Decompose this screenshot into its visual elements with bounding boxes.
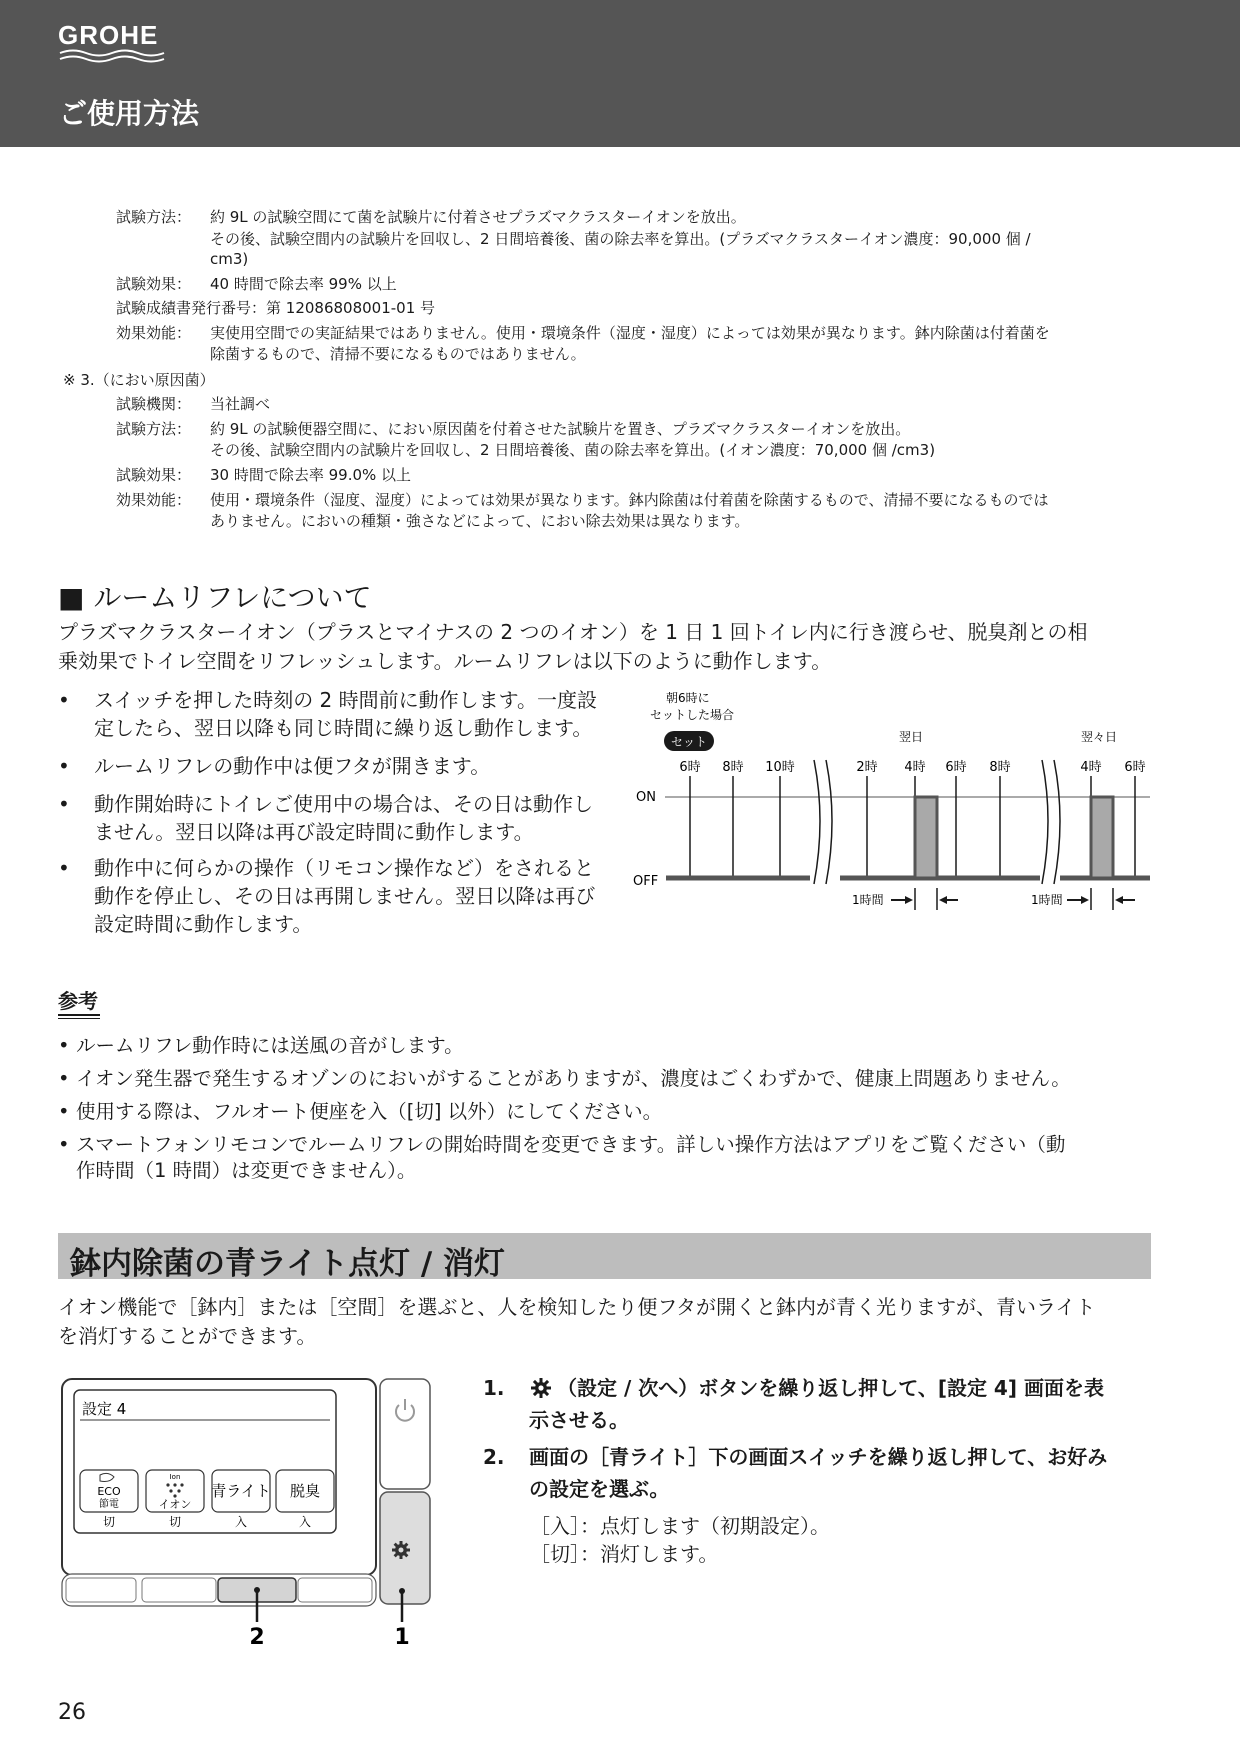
intro-line: 乗効果でトイレ空間をリフレッシュします。ルームリフレは以下のように動作します。 bbox=[58, 649, 832, 673]
bullet-mark: • bbox=[58, 1067, 70, 1090]
screen-title: 設定 4 bbox=[82, 1400, 127, 1418]
bullet-mark: • bbox=[58, 792, 70, 816]
remote-control-illustration bbox=[58, 1375, 438, 1645]
tick-label: 10時 bbox=[765, 760, 795, 775]
grohe-logo bbox=[58, 20, 168, 63]
line: 動作中に何らかの操作（リモコン操作など）をされると bbox=[94, 856, 594, 880]
reference-text: 作時間（1 時間）は変更できません）。 bbox=[76, 1159, 417, 1182]
intro-line: を消灯することができます。 bbox=[58, 1324, 317, 1348]
note-label: 試験効果： bbox=[116, 275, 192, 293]
line: スイッチを押した時刻の 2 時間前に動作します。一度設 bbox=[94, 688, 598, 712]
callout-1: 1 bbox=[394, 1625, 410, 1645]
bullet-mark: • bbox=[58, 1133, 70, 1156]
room-refresh-timing-diagram bbox=[630, 688, 1160, 926]
blue-light-intro bbox=[58, 1293, 1095, 1351]
duration-label: 1時間 bbox=[1031, 893, 1063, 907]
step-line: 画面の［青ライト］下の画面スイッチを繰り返し押して、お好み bbox=[529, 1445, 1108, 1469]
note-text: 30 時間で除去率 99.0% 以上 bbox=[210, 466, 412, 484]
reference-text: ルームリフレ動作時には送風の音がします。 bbox=[76, 1034, 464, 1057]
reference-text: スマートフォンリモコンでルームリフレの開始時間を変更できます。詳しい操作方法はアプリをご覧ください（動 bbox=[76, 1133, 1066, 1156]
tick-label: 4時 bbox=[1080, 760, 1102, 775]
note-text: その後、試験空間内の試験片を回収し、2 日間培養後、菌の除去率を算出。(プラズマクラスターイオン濃度：90,000 個 / bbox=[210, 230, 1031, 248]
brand-name: GROHE bbox=[58, 20, 159, 50]
on-pulse bbox=[915, 797, 937, 878]
line: 定したら、翌日以降も同じ時間に繰り返し動作します。 bbox=[94, 716, 593, 740]
ion-label: イオン bbox=[158, 1498, 192, 1511]
note-label: 試験効果： bbox=[116, 466, 192, 484]
option-off: ［切］：消灯します。 bbox=[530, 1542, 719, 1566]
set-note-line: セットした場合 bbox=[650, 708, 735, 722]
list-item-text bbox=[94, 790, 593, 846]
bullet-mark: • bbox=[58, 754, 70, 778]
note-text: ありません。においの種類・強さなどによって、におい除去効果は異なります。 bbox=[210, 512, 750, 530]
reference-underline bbox=[58, 1018, 100, 1019]
tick-label: 8時 bbox=[722, 760, 744, 775]
eco-sub-label: 節電 bbox=[99, 1499, 119, 1510]
day-after-label: 翌々日 bbox=[1080, 730, 1118, 744]
bullet-mark: • bbox=[58, 1100, 70, 1123]
step-line: 示させる。 bbox=[529, 1408, 629, 1432]
note-text: 約 9L の試験便器空間に、におい原因菌を付着させた試験片を置き、プラズマクラスターイオンを放出。 bbox=[210, 420, 911, 438]
gear-icon bbox=[392, 1541, 410, 1559]
line: ルームリフレの動作中は便フタが開きます。 bbox=[94, 754, 491, 778]
duration-marker bbox=[852, 888, 958, 910]
section-title: 鉢内除菌の青ライト点灯 / 消灯 bbox=[70, 1246, 505, 1282]
callout-2: 2 bbox=[249, 1625, 265, 1645]
tick-label: 6時 bbox=[945, 760, 967, 775]
gear-icon bbox=[529, 1376, 553, 1400]
blue-light-label: 青ライト bbox=[211, 1482, 271, 1500]
set-note-line: 朝6時に bbox=[666, 691, 710, 705]
screen-switch-4[interactable] bbox=[298, 1578, 372, 1602]
room-refresh-heading: ■ ルームリフレについて bbox=[58, 581, 372, 614]
tick-lines bbox=[690, 776, 1135, 878]
line: ません。翌日以降は再び設定時間に動作します。 bbox=[94, 820, 534, 844]
note-label: 効果効能： bbox=[116, 491, 192, 509]
tick-label: 6時 bbox=[1124, 760, 1146, 775]
tick-label: 8時 bbox=[989, 760, 1011, 775]
logo-waves-icon bbox=[58, 49, 168, 63]
reference-text: イオン発生器で発生するオゾンのにおいがすることがありますが、濃度はごくわずかで、健康上問題ありません。 bbox=[76, 1067, 1071, 1090]
line: 動作開始時にトイレご使用中の場合は、その日は動作し bbox=[94, 792, 593, 816]
reference-heading: 参考 bbox=[58, 989, 98, 1013]
note-text: 40 時間で除去率 99% 以上 bbox=[210, 275, 397, 293]
intro-line: プラズマクラスターイオン（プラスとマイナスの 2 つのイオン）を 1 日 1 回トイレ内に行き渡らせ、脱臭剤との相 bbox=[58, 620, 1088, 644]
bullet-mark: • bbox=[58, 688, 70, 712]
list-item-text bbox=[94, 854, 595, 938]
off-label: OFF bbox=[633, 874, 659, 889]
room-refresh-intro bbox=[58, 618, 1158, 676]
line: 動作を停止し、その日は再開しません。翌日以降は再び bbox=[94, 884, 596, 908]
line: 設定時間に動作します。 bbox=[94, 912, 313, 936]
note-label: 試験方法： bbox=[116, 420, 192, 438]
on-label: ON bbox=[636, 790, 656, 805]
ion-tag: Ion bbox=[169, 1473, 181, 1481]
note-label: 試験方法： bbox=[116, 208, 192, 226]
list-item-text bbox=[94, 686, 597, 742]
duration-label: 1時間 bbox=[852, 893, 884, 907]
step-text bbox=[529, 1372, 1104, 1436]
page-title: ご使用方法 bbox=[59, 97, 200, 130]
step-line: の設定を選ぶ。 bbox=[529, 1477, 670, 1501]
note-text: 使用・環境条件（湿度、湿度）によっては効果が異なります。鉢内除菌は付着菌を除菌するもので、清掃不要になるものでは bbox=[210, 491, 1049, 509]
bullet-mark: • bbox=[58, 1034, 70, 1057]
note-text: その後、試験空間内の試験片を回収し、2 日間培養後、菌の除去率を算出。(イオン濃度：70,000 個 /cm3) bbox=[210, 441, 936, 459]
deodorize-label: 脱臭 bbox=[289, 1482, 321, 1500]
note-label: 効果効能： bbox=[116, 324, 192, 342]
eco-state: 切 bbox=[102, 1515, 116, 1529]
reference-text: 使用する際は、フルオート便座を入（[切] 以外）にしてください。 bbox=[76, 1100, 663, 1123]
option-on: ［入］：点灯します（初期設定）。 bbox=[530, 1514, 830, 1538]
step-number: 1. bbox=[483, 1376, 505, 1400]
list-item-text bbox=[94, 752, 490, 780]
bullet-mark: • bbox=[58, 856, 70, 880]
note-text: 除菌するもので、清掃不要になるものではありません。 bbox=[210, 345, 586, 363]
screen-switch-1[interactable] bbox=[66, 1578, 136, 1602]
deodorize-state: 入 bbox=[298, 1515, 312, 1529]
tick-label: 2時 bbox=[856, 760, 878, 775]
power-button[interactable] bbox=[380, 1379, 430, 1489]
blue-light-state: 入 bbox=[234, 1515, 248, 1529]
tick-label: 4時 bbox=[904, 760, 926, 775]
next-day-label: 翌日 bbox=[898, 730, 924, 744]
intro-line: イオン機能で［鉢内］または［空間］を選ぶと、人を検知したり便フタが開くと鉢内が青く光りますが、青いライト bbox=[58, 1295, 1096, 1319]
set-badge-text: セット bbox=[670, 735, 708, 749]
screen-switch-2[interactable] bbox=[142, 1578, 216, 1602]
on-pulse bbox=[1091, 797, 1113, 878]
step-line: （設定 / 次へ）ボタンを繰り返し押して、[設定 4] 画面を表 bbox=[557, 1376, 1104, 1400]
step-number: 2. bbox=[483, 1445, 505, 1469]
step-text bbox=[529, 1441, 1107, 1505]
duration-marker bbox=[1031, 888, 1135, 910]
note-marker: ※ 3.（におい原因菌） bbox=[63, 371, 215, 389]
ion-state: 切 bbox=[168, 1515, 182, 1529]
note-label: 試験機関： bbox=[116, 395, 192, 413]
note-text: cm3) bbox=[210, 250, 249, 268]
tick-label: 6時 bbox=[679, 760, 701, 775]
note-text: 実使用空間での実証結果ではありません。使用・環境条件（湿度・湿度）によっては効果が異なります。鉢内除菌は付着菌を bbox=[210, 324, 1050, 342]
page-number: 26 bbox=[58, 1700, 86, 1725]
note-text: 約 9L の試験空間にて菌を試験片に付着させプラズマクラスターイオンを放出。 bbox=[210, 208, 746, 226]
note-text: 当社調べ bbox=[210, 395, 271, 413]
eco-label: ECO bbox=[97, 1485, 121, 1498]
note-label: 試験成績書発行番号：第 12086808001-01 号 bbox=[116, 299, 436, 317]
reference-underline bbox=[58, 1014, 100, 1016]
page-header bbox=[0, 0, 1240, 147]
on-pulses bbox=[915, 797, 1113, 878]
